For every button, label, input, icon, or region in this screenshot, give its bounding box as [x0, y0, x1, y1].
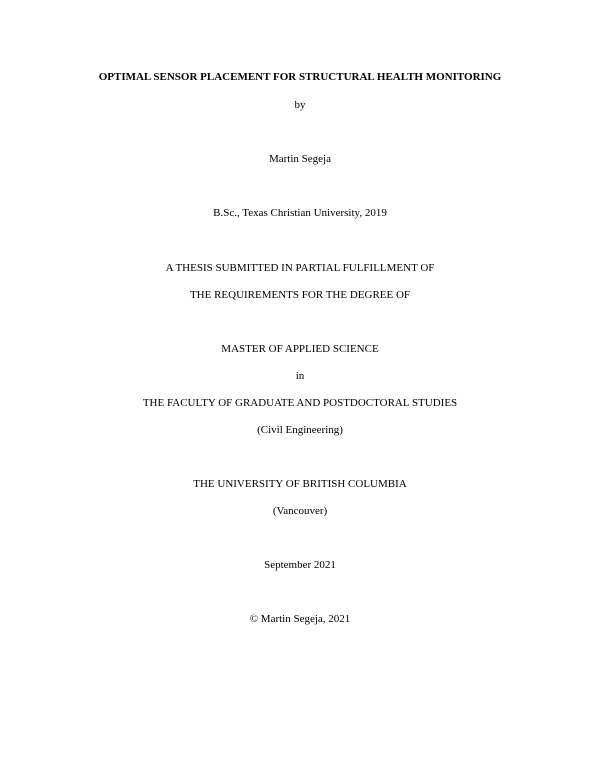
submission-line-1: A THESIS SUBMITTED IN PARTIAL FULFILLMENT OF — [165, 262, 435, 274]
department-name: (Civil Engineering) — [257, 424, 343, 436]
in-label: in — [295, 370, 305, 382]
university-name: THE UNIVERSITY OF BRITISH COLUMBIA — [193, 478, 407, 490]
thesis-title: OPTIMAL SENSOR PLACEMENT FOR STRUCTURAL HEALTH MONITORING — [98, 71, 502, 83]
by-label: by — [294, 99, 306, 111]
campus-name: (Vancouver) — [272, 505, 328, 517]
author-name: Martin Segeja — [268, 153, 331, 165]
submission-line-2: THE REQUIREMENTS FOR THE DEGREE OF — [189, 289, 411, 301]
degree-name: MASTER OF APPLIED SCIENCE — [221, 343, 379, 355]
copyright-notice: © Martin Segeja, 2021 — [249, 613, 351, 625]
faculty-name: THE FACULTY OF GRADUATE AND POSTDOCTORAL STUDIES — [142, 397, 458, 409]
submission-date: September 2021 — [264, 559, 336, 571]
prior-degree: B.Sc., Texas Christian University, 2019 — [213, 207, 387, 219]
